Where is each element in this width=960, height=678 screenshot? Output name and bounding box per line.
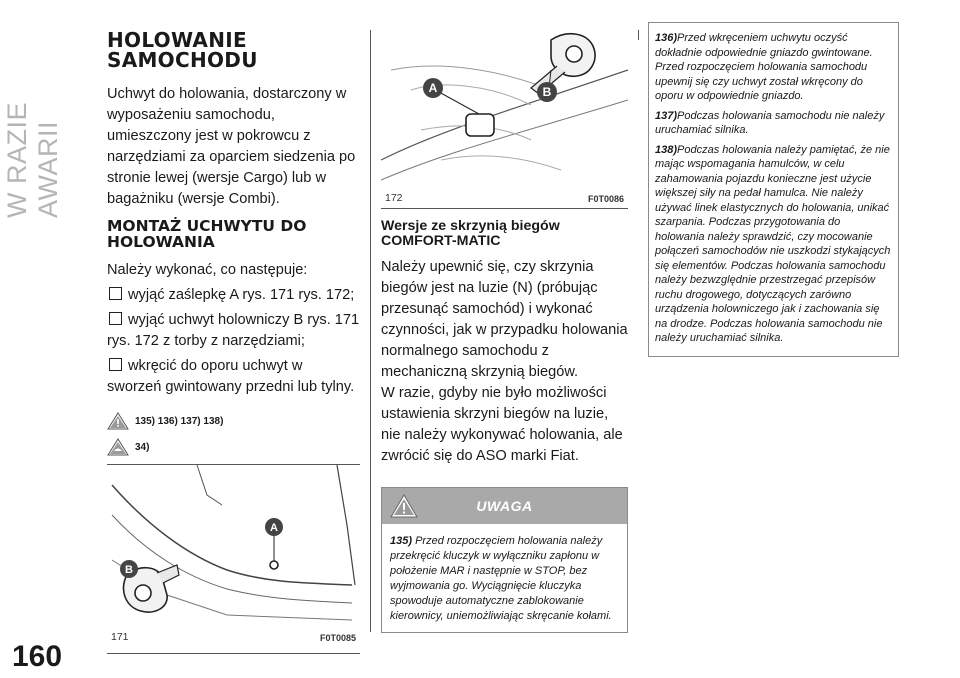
checkbox-icon (109, 312, 122, 325)
figure-label-a: A (428, 81, 438, 95)
checkbox-icon (109, 287, 122, 300)
page-number: 160 (12, 640, 63, 673)
caution-triangle-icon (107, 438, 129, 456)
section-title: HOLOWANIE SAMOCHODU (107, 28, 258, 72)
column-divider (638, 30, 639, 40)
warning-reference: 135) 136) 137) 138) (107, 412, 360, 430)
notes-box (648, 22, 899, 357)
comfort-matic-title: Wersje ze skrzynią biegów COMFORT-MATIC (381, 218, 560, 249)
note-136: 136)Przed wkręceniem uchwytu oczyść dokładnie odpowiednie gniazdo gwintowane. Przed rozpoczęciem holowania samochodu upewnij się czy uchwyt został wkręcony do oporu w odpowiednie gniazdo. (655, 32, 873, 102)
steps-intro: Należy wykonać, co następuje: (107, 262, 308, 278)
warning-triangle-icon (107, 412, 129, 430)
column-right (648, 22, 899, 357)
step-item: wkręcić do oporu uchwyt w sworzeń gwintowany przedni lub tylny. (107, 358, 355, 395)
warning-note: 135) Przed rozpoczęciem holowania należy przekręcić kluczyk w wyłączniku zapłonu w położenie MAR i następnie w STOP, bez wyjmowania go. Wyciągnięcie kluczyka spowoduje automatyczne zablokowanie kierownicy, uniemożliwiając skręcanie kołami. (390, 535, 612, 622)
warning-triangle-icon (390, 494, 418, 518)
figure-code: F0T0086 (587, 194, 624, 204)
comfort-matic-paragraph-2: W razie, gdyby nie było możliwości ustawienia skrzyni biegów na luzie, nie należy wykonywać holowania, ale zwrócić się do ASO marki Fiat. (381, 385, 623, 464)
tow-hook-front-illustration (381, 30, 628, 190)
note-138: 138)Podczas holowania należy pamiętać, że nie mając wspomagania hamulców, w celu zahamowania pojazdu konieczne jest użycie większej siły na pedał hamulca. Nie należy używać linek elastycznych do holowania, unikać szarpania. Podczas przygotowania do holowania należy sprawdzić, czy mocowanie połączeń samochodów nie uszkodzi stykających się elementów. Podczas holowania samochodu należy bezwzględnie przestrzegać przepisów ruchu drogowego, dotyczących zarówno urządzenia holowniczego jak i zachowania się na drodze. Podczas holowania samochodu nie należy uruchamiać silnika. (655, 143, 891, 344)
figure-code: F0T0085 (319, 633, 356, 643)
note-137: 137)Podczas holowania samochodu nie należy uruchamiać silnika. (655, 109, 885, 136)
figure-label-b: B (125, 564, 133, 576)
figure-172 (381, 30, 628, 209)
subsection-title: MONTAŻ UCHWYTU DO HOLOWANIA (107, 217, 307, 251)
intro-paragraph: Uchwyt do holowania, dostarczony w wyposażeniu samochodu, umieszczony jest w pokrowcu z narzędziami za oparciem siedzenia po stronie lewej (wersje Cargo) lub w bagażniku (wersje Combi). (107, 86, 356, 207)
warning-box-header (382, 488, 627, 524)
warning-box-title: UWAGA (476, 498, 533, 514)
side-section-title: W RAZIE AWARII (2, 102, 63, 218)
checkbox-icon (109, 358, 122, 371)
warning-reference: 34) (107, 438, 360, 456)
column-middle (381, 30, 628, 633)
figure-number: 172 (385, 192, 403, 204)
figure-number: 171 (111, 631, 129, 643)
warning-box (381, 487, 628, 633)
step-item: wyjąć zaślepkę A rys. 171 rys. 172; (107, 285, 360, 306)
column-left (107, 30, 360, 654)
comfort-matic-paragraph: Należy upewnić się, czy skrzynia biegów jest na luzie (N) (próbując przesunąć samochód) i wykonać czynności, jak w przypadku holowania normalnego samochodu z mechaniczną skrzynią biegów. (381, 259, 628, 380)
figure-171 (107, 464, 360, 654)
tow-hook-rear-illustration (107, 465, 360, 625)
column-divider (370, 30, 371, 632)
figure-label-a: A (270, 522, 278, 534)
step-item: wyjąć uchwyt holowniczy B rys. 171 rys. 172 z torby z narzędziami; (107, 312, 360, 349)
figure-label-b: B (542, 85, 552, 99)
